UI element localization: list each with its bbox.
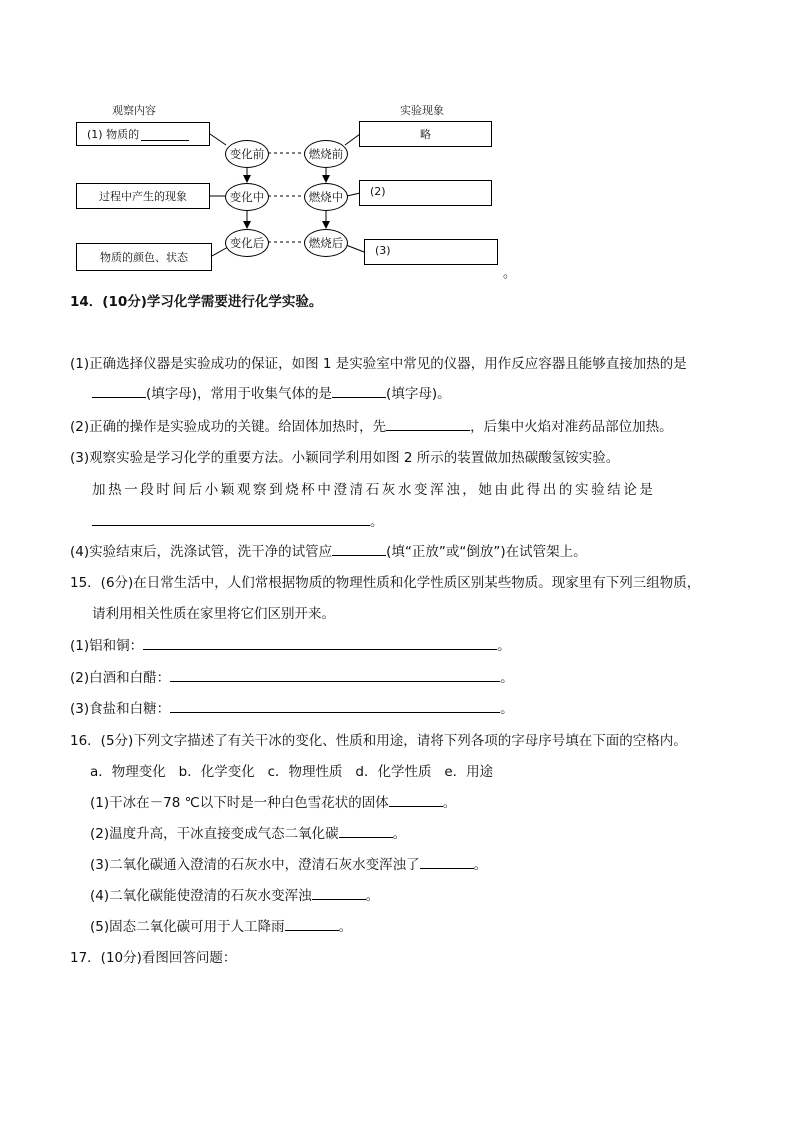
q15-item1 xyxy=(70,634,511,654)
q14-part3-line2: 加热一段时间后小颖观察到烧杯中澄清石灰水变浑浊，她由此得出的实验结论是 xyxy=(92,482,656,498)
answer-blank[interactable] xyxy=(92,513,370,526)
q14-part2-text-end: ，后集中火焰对准药品部位加热。 xyxy=(470,419,673,435)
q14-part4-text-end: (填“正放”或“倒放”)在试管架上。 xyxy=(386,544,587,560)
q15-stem-line2: 请利用相关性质在家里将它们区别开来。 xyxy=(92,606,335,622)
q16-item3 xyxy=(90,853,487,873)
observe-label-row1: (1) 物质的 xyxy=(87,128,140,141)
q16-item5-end: 。 xyxy=(338,919,353,935)
q16-item3-text: (3)二氧化碳通入澄清的石灰水中，澄清石灰水变浑浊了 xyxy=(90,857,420,873)
q16-stem-text: 16．(5分)下列文字描述了有关干冰的变化、性质和用途，请将下列各项的字母序号填在下面的空格内。 xyxy=(70,733,687,749)
answer-blank[interactable] xyxy=(170,669,500,682)
q16-item2-text: (2)温度升高，干冰直接变成气态二氧化碳 xyxy=(90,826,339,842)
phenomenon-box-row2[interactable] xyxy=(359,180,492,206)
diagram-left-title: 观察内容 xyxy=(112,104,156,117)
phenomenon-box-row1 xyxy=(359,121,492,147)
observe-box-row2 xyxy=(76,183,210,209)
q16-item4 xyxy=(90,884,379,904)
answer-blank[interactable] xyxy=(332,385,386,398)
ellipse-after-burning: 燃烧后 xyxy=(304,229,348,257)
q14-part2-text: (2)正确的操作是实验成功的关键。给固体加热时，先 xyxy=(70,419,387,435)
phenomenon-label-row2: (2) xyxy=(370,185,386,198)
observe-box-row1 xyxy=(76,122,210,146)
q16-item4-text: (4)二氧化碳能使澄清的石灰水变浑浊 xyxy=(90,888,312,904)
q16-stem xyxy=(70,729,687,749)
q14-part4 xyxy=(70,540,587,560)
phenomenon-box-row3[interactable] xyxy=(364,239,498,265)
q14-part3-line1: (3)观察实验是学习化学的重要方法。小颖同学利用如图 2 所示的装置做加热碳酸氢铵实验。 xyxy=(70,450,620,466)
q16-item1 xyxy=(90,791,456,811)
observe-label-row2: 过程中产生的现象 xyxy=(99,190,187,203)
q14-part2 xyxy=(70,415,673,435)
q16-item2 xyxy=(90,822,406,842)
q16-item1-text: (1)干冰在－78 ℃以下时是一种白色雪花状的固体 xyxy=(90,795,389,811)
q16-item5-text: (5)固态二氧化碳可用于人工降雨 xyxy=(90,919,285,935)
q16-item4-end: 。 xyxy=(365,888,380,904)
q16-item5 xyxy=(90,915,352,935)
q15-item2-end: 。 xyxy=(500,670,514,686)
q15-item1-end: 。 xyxy=(497,638,511,654)
answer-blank[interactable] xyxy=(386,418,470,431)
q15-item1-label: (1)铝和铜： xyxy=(70,638,144,654)
q14-part3-end: 。 xyxy=(370,514,384,530)
answer-blank[interactable] xyxy=(92,385,146,398)
q14-part3-line3 xyxy=(92,510,384,530)
ellipse-before-burning: 燃烧前 xyxy=(304,140,348,168)
q14-part1-text: (填字母)，常用于收集气体的是 xyxy=(146,386,333,402)
diagram-end-mark: 。 xyxy=(503,266,517,281)
q15-item2-label: (2)白酒和白醋： xyxy=(70,670,171,686)
ellipse-during-change: 变化中 xyxy=(225,183,269,211)
q16-item2-end: 。 xyxy=(392,826,407,842)
q15-stem-line1 xyxy=(70,571,700,591)
observe-label-row3: 物质的颜色、状态 xyxy=(100,251,188,264)
connector-line xyxy=(210,134,226,145)
observe-box-row3 xyxy=(76,243,212,271)
q16-item1-end: 。 xyxy=(442,795,457,811)
answer-blank[interactable] xyxy=(170,700,500,713)
q15-item3-label: (3)食盐和白糖： xyxy=(70,701,171,717)
answer-blank[interactable] xyxy=(312,887,366,900)
answer-blank[interactable] xyxy=(141,128,189,141)
q15-item2 xyxy=(70,666,514,686)
q17-stem: 17．(10分)看图回答问题： xyxy=(70,950,237,966)
q14-part1-line1: (1)正确选择仪器是实验成功的保证，如图 1 是实验室中常见的仪器，用作反应容器且能够直接加热的是 xyxy=(70,356,687,372)
answer-blank[interactable] xyxy=(389,794,443,807)
connector-line xyxy=(212,247,228,256)
q15-stem-text: 15．(6分)在日常生活中，人们常根据物质的物理性质和化学性质区别某些物质。现家里有下列三组物质， xyxy=(70,575,701,591)
q16-options: a．物理变化 b．化学变化 c．物理性质 d．化学性质 e．用途 xyxy=(90,764,494,780)
q14-part4-text: (4)实验结束后，洗涤试管，洗干净的试管应 xyxy=(70,544,333,560)
ellipse-during-burning: 燃烧中 xyxy=(304,183,348,211)
ellipse-before-change: 变化前 xyxy=(225,140,269,168)
answer-blank[interactable] xyxy=(420,856,474,869)
answer-blank[interactable] xyxy=(332,543,386,556)
connector-line xyxy=(346,245,364,252)
diagram-right-title: 实验现象 xyxy=(400,104,444,117)
q14-part1-line2 xyxy=(92,382,451,402)
answer-blank[interactable] xyxy=(339,825,393,838)
q14-part1-text-end: (填字母)。 xyxy=(386,386,451,402)
q14-stem: 14．(10分)学习化学需要进行化学实验。 xyxy=(70,294,323,310)
q16-item3-end: 。 xyxy=(473,857,488,873)
ellipse-after-change: 变化后 xyxy=(225,229,269,257)
q15-item3 xyxy=(70,697,514,717)
phenomenon-label-row3: (3) xyxy=(375,244,391,257)
q15-item3-end: 。 xyxy=(500,701,514,717)
answer-blank[interactable] xyxy=(285,918,339,931)
answer-blank[interactable] xyxy=(143,637,497,650)
phenomenon-label-row1: 略 xyxy=(420,128,431,141)
connector-line xyxy=(345,134,360,145)
